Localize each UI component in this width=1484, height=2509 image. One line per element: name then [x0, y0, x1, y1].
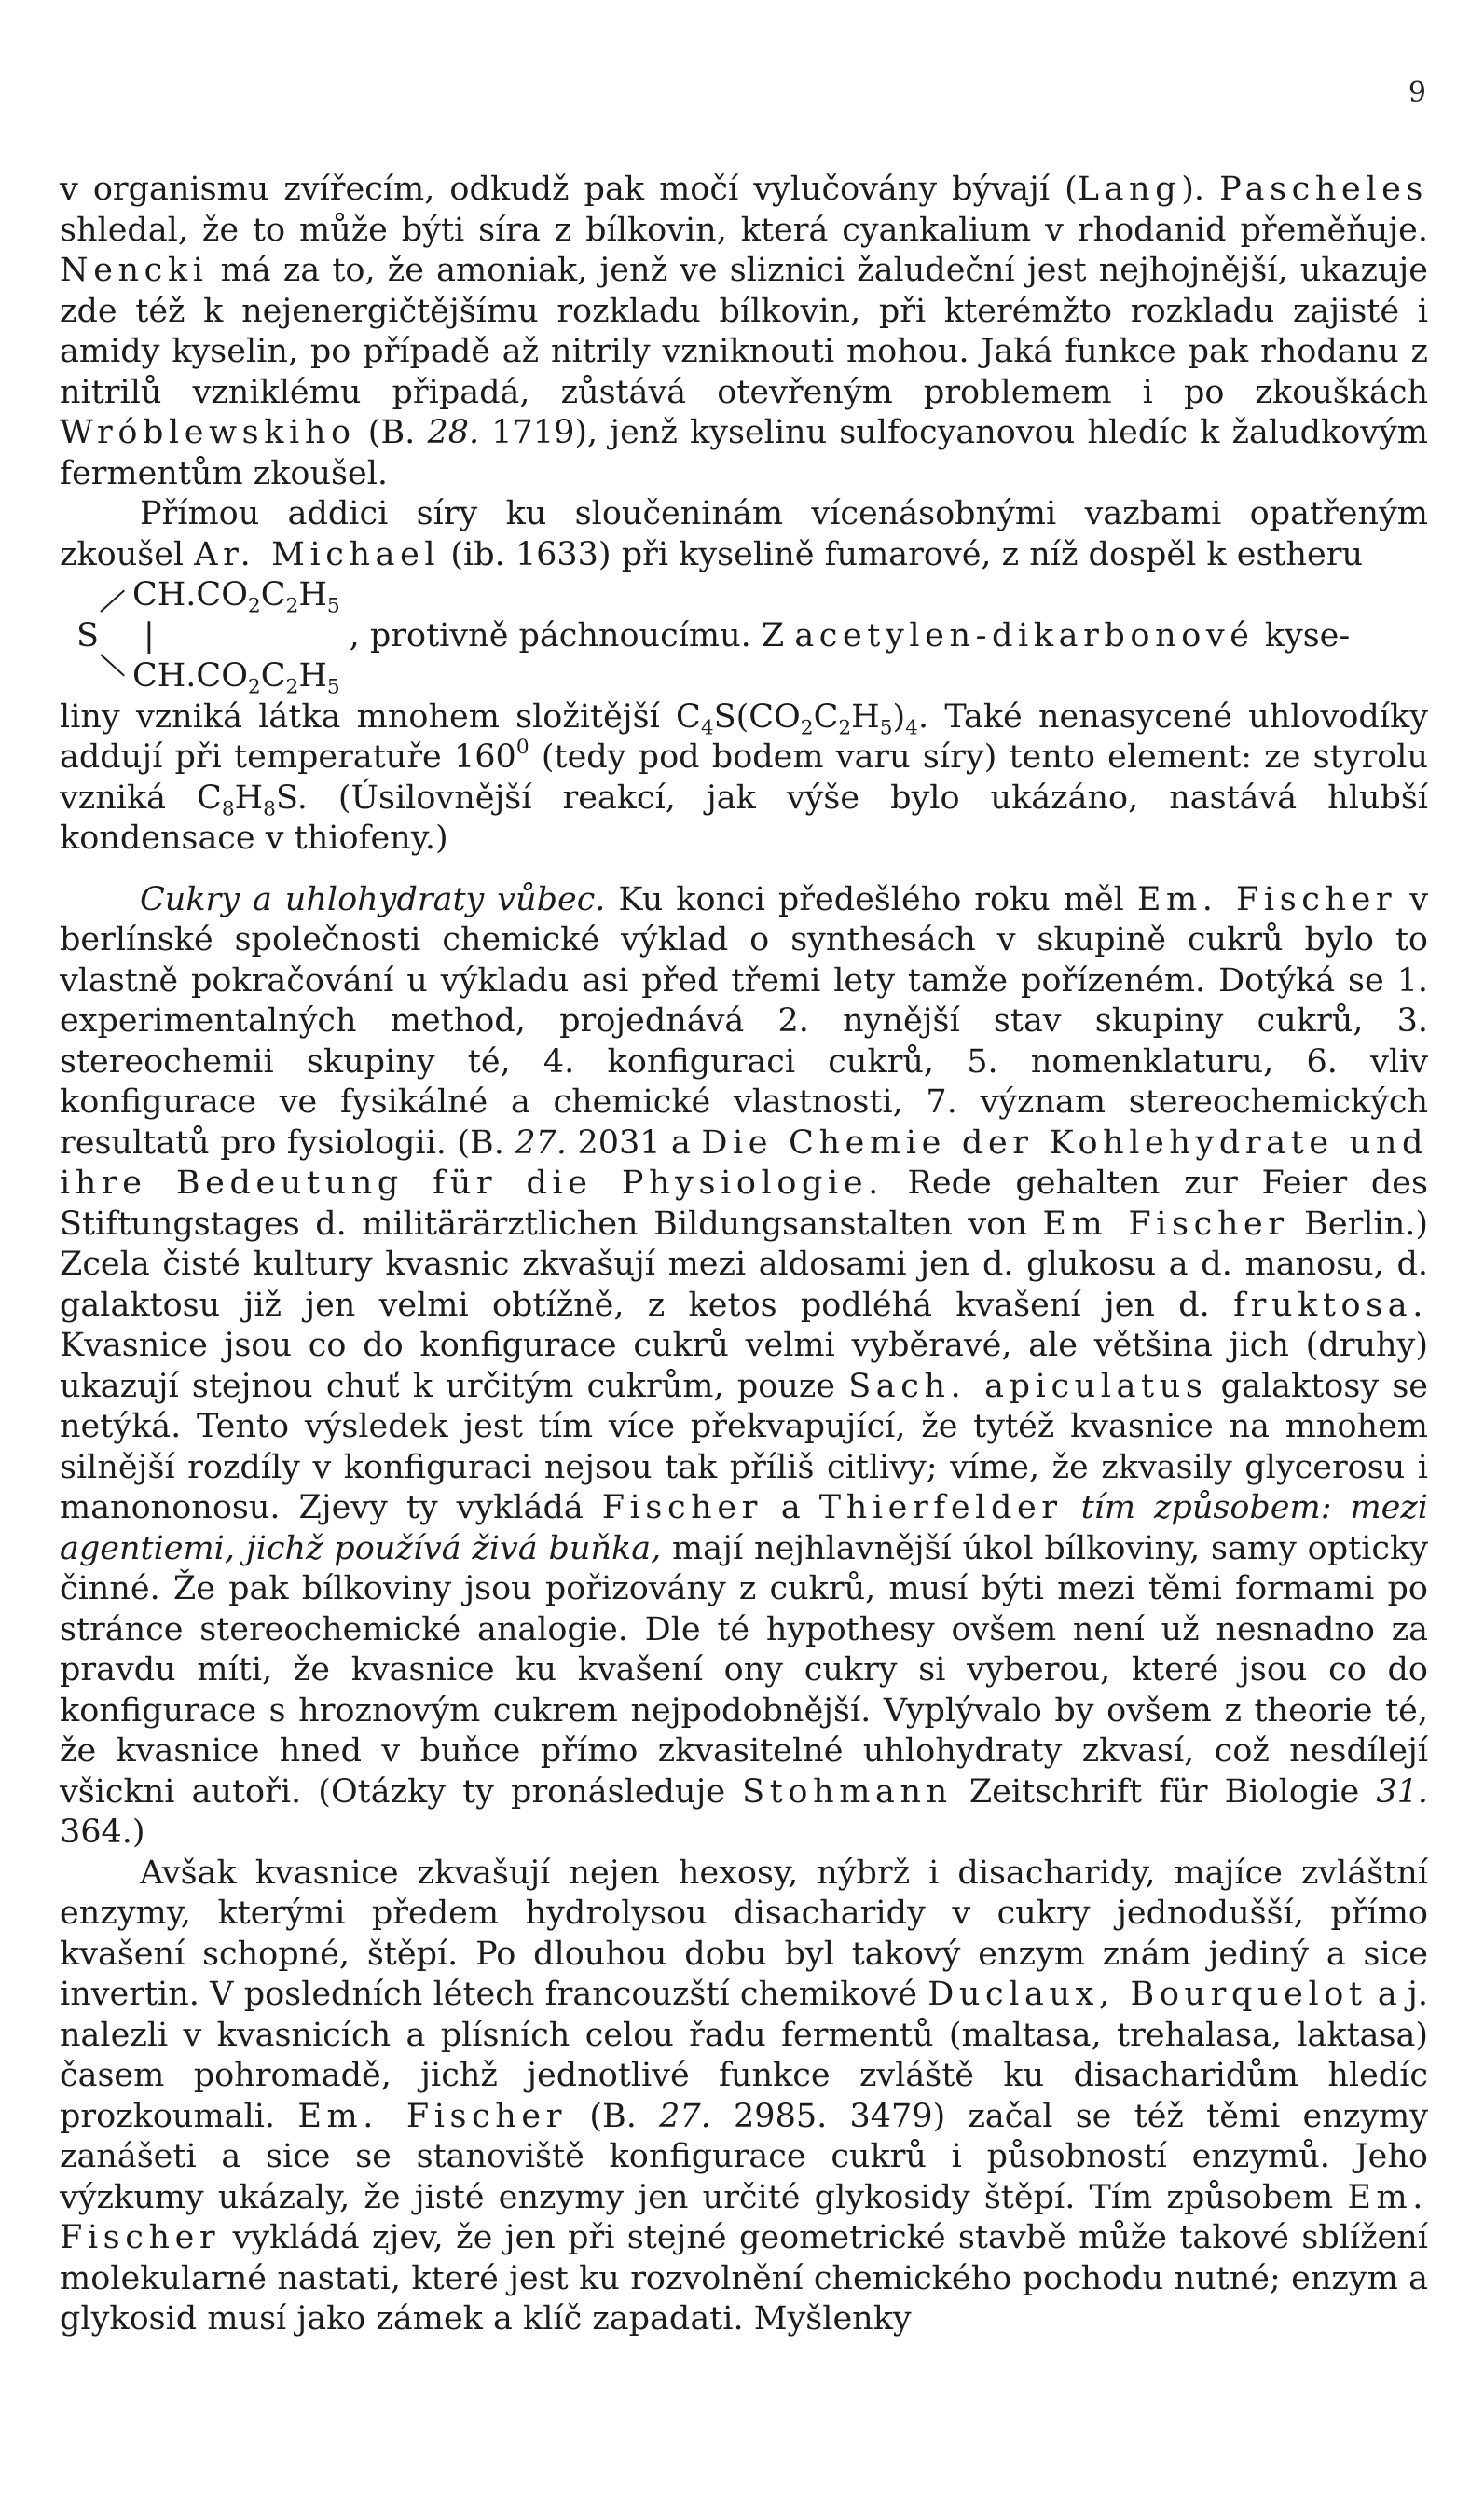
subscript: 2 [800, 716, 814, 740]
author-name: Em. Fischer [60, 2178, 1428, 2256]
text: (ib. 1633) při kyselině fumarové, z níž dospěl k estheru [440, 535, 1364, 573]
author-name: Stohmann [742, 1772, 953, 1811]
formula-top-group [125, 575, 340, 616]
text: H [234, 779, 264, 817]
sulfur-atom: S [76, 616, 99, 655]
author-name: Wróblewskiho [60, 414, 356, 451]
text: mají nejhlavnější úkol bílkoviny, samy opticky činné. Že pak bílkoviny jsou pořizovány z cukrů, musí býti mezi těmi formami po stránce stereochemické analogie. Dle té hypothesy ovšem není už nesnadno za pravdu míti, že kvasnice ku kvašení ony cukry si vyberou, které jsou co do konfigurace s hroznovým cukrem nejpodobnější. Vyplývalo by ovšem z theorie té, že kvasnice hned v buňce přímo zkvasitelné uhlohydraty zkvasí, což nesdílejí všickni autoři. (Otázky ty pronásleduje [60, 1529, 1428, 1811]
text: kyse- [1254, 616, 1351, 655]
text: ). [1181, 171, 1220, 208]
paragraph-3 [60, 880, 1428, 1854]
author-name: Em. Fischer [1136, 880, 1397, 918]
text: a j. nalezli v kvasnicích a plísních celou řadu fermentů (maltasa, trehalasa, laktasa) časem pohromadě, jichž jednotlivé funkce zvláště ku disacharidům hledíc prozkoumali. [60, 1976, 1428, 2135]
volume-number: 31. [1376, 1772, 1428, 1811]
text: (tedy pod bodem varu síry) tento element: ze styrolu vzniká C [60, 738, 1428, 817]
work-title: Die Chemie der Kohlehydrate und ihre Bedeutung für die Physiologie. [60, 1124, 1428, 1202]
bond-line-up [100, 589, 125, 612]
author-name: Duclaux, Bourquelot [928, 1976, 1367, 2013]
formula-bottom-group [125, 656, 340, 697]
paragraph-4 [60, 1854, 1428, 2340]
text: Kvasnice jsou co do konfigurace cukrů velmi vyběravé, ale většina jich (druhy) ukazují stejnou chuť k určitým cukrům, pouze [60, 1327, 1428, 1405]
subscript: 4 [700, 716, 714, 740]
subscript: 2 [247, 675, 261, 699]
text: S. (Úsilovnější reakcí, jak výše bylo ukázáno, nastává hlubší kondensace v thiofeny.) [60, 779, 1429, 857]
volume-number: 27. [659, 2097, 711, 2135]
text: Přímou addici síry ku sloučeninám vícenásobnými vazbami opatřeným zkoušel [60, 495, 1428, 573]
formula-trailing-text [340, 616, 1428, 657]
paragraph-1 [60, 170, 1428, 494]
text: 364.) [60, 1813, 145, 1851]
subscript: 8 [221, 797, 235, 821]
volume-number: 28. [427, 414, 480, 451]
paragraph-2-continued [60, 697, 1428, 860]
text: Avšak kvasnice zkvašují nejen hexosy, nýbrž i disacharidy, majíce zvláštní enzymy, kterými předem hydrolysou disacharidy v cukry jednodušší, přímo kvašení schopné, štěpí. Po dlouhou dobu byl takový enzym znám jediný a sice invertin. V posledních létech francouzští chemikové [60, 1854, 1428, 2013]
author-name: Thierfelder [818, 1489, 1063, 1526]
page-number: 9 [1408, 76, 1426, 109]
text: H [851, 697, 880, 736]
text: , protivně páchnoucímu. Z [349, 616, 795, 655]
body-text [60, 170, 1428, 2340]
text: CH.CO [132, 576, 248, 613]
author-name: Lang [1077, 171, 1182, 208]
compound-name: acetylen-dikarbonové [794, 616, 1255, 655]
text: Rede gehalten zur Feier des Stiftungstages d. militärärztlichen Bildungsanstalten von [60, 1165, 1428, 1243]
subscript: 2 [247, 594, 261, 618]
formula-sulfur [60, 616, 125, 657]
text: Zeitschrift für Biologie [952, 1772, 1377, 1811]
text: C [260, 576, 286, 613]
subscript: 2 [285, 594, 299, 618]
text: S(CO [713, 697, 801, 736]
subscript: 4 [905, 716, 918, 740]
text: 2031 a [567, 1124, 702, 1162]
text: ) [892, 697, 906, 736]
text: 1719), jenž kyselinu sulfocyanovou hledíc k žaludkovým fermentům zkoušel. [60, 414, 1428, 492]
formula-bond: | [144, 616, 155, 655]
author-name: Pascheles [1219, 171, 1428, 208]
author-name: Fischer [601, 1489, 763, 1526]
text: a [762, 1489, 819, 1526]
organism-name: Sach. apiculatus [848, 1367, 1208, 1405]
text: H [298, 576, 327, 613]
text: C [260, 657, 286, 695]
text: shledal, že to může býti síra z bílkovin, která cyankalium v rhodanid přeměňuje. [60, 211, 1428, 249]
text: . Také nenasycené uhlovodíky addují při temperatuře 160 [60, 697, 1428, 776]
chemical-formula [60, 575, 1428, 697]
subscript: 5 [326, 594, 340, 618]
author-name: Nencki [60, 252, 209, 289]
text: liny vzniká látka mnohem složitější C [60, 697, 701, 736]
text: (B. [567, 2097, 660, 2135]
volume-number: 27. [515, 1124, 568, 1162]
subscript: 5 [879, 716, 893, 740]
paragraph-2 [60, 494, 1428, 575]
text: vykládá zjev, že jen při stejné geometrické stavbě může takové sblížení molekularné nastati, které jest ku rozvolnění chemického pochodu nutné; enzym a glykosid musí jako zámek a klíč zapadati. Myšlenky [60, 2219, 1428, 2337]
text: v organismu zvířecím, odkudž pak močí vylučovány bývají ( [60, 171, 1078, 208]
superscript: 0 [515, 735, 529, 759]
author-name: Ar. Michael [194, 535, 441, 573]
text: C [813, 697, 839, 736]
subscript: 2 [838, 716, 852, 740]
text: (B. [355, 414, 428, 451]
bond-line-down [100, 654, 125, 676]
sugar-name: fruktosa. [1233, 1286, 1428, 1324]
section-heading: Cukry a uhlohydraty vůbec. [140, 880, 606, 918]
italic-text: tím způsobem: mezi agentiemi, jichž používá živá buňka, [60, 1489, 1428, 1567]
text: Ku konci předešlého roku měl [605, 880, 1137, 918]
text: galaktosy se netýká. Tento výsledek jest tím více překvapující, že tytéž kvasnice na mnohem silnější rozdíly v konfiguraci nejsou tak příliš citlivy; víme, že zkvasily glycerosu i manononosu. Zjevy ty vykládá [60, 1367, 1429, 1526]
text: 2985. 3479) začal se též těmi enzymy zanášeti a sice se stanoviště konfigurace cukrů i působností enzymů. Jeho výzkumy ukázaly, že jisté enzymy jen určité glykosidy štěpí. Tím způsobem [60, 2097, 1428, 2216]
subscript: 2 [285, 675, 299, 699]
subscript: 8 [263, 797, 276, 821]
subscript: 5 [326, 675, 340, 699]
author-name: Em Fischer [1042, 1205, 1289, 1243]
text: CH.CO [132, 657, 248, 695]
text: má za to, že amoniak, jenž ve sliznici žaludeční jest nejhojnější, ukazuje zde též k nejenergičtějšímu rozkladu bílkovin, při kterémžto rozkladu zajisté i amidy kyselin, po případě až nitrily vzniknouti mohou. Jaká funkce pak rhodanu z nitrilů vzniklému připadá, zůstává otevřeným problemem i po zkouškách [60, 252, 1428, 411]
text: Berlin.) Zcela čisté kultury kvasnic zkvašují mezi aldosami jen d. glukosu a d. manosu, d. galaktosu již jen velmi obtížně, z ketos podléhá kvašení jen d. [60, 1205, 1429, 1324]
text: H [298, 657, 327, 695]
text: v berlínské společnosti chemické výklad o synthesách v skupině cukrů bylo to vlastně pokračování u výkladu asi před třemi lety tamže pořízeném. Dotýká se 1. experimentalných method, projednává 2. nynější stav skupiny cukrů, 3. stereochemii skupiny té, 4. konfiguraci cukrů, 5. nomenklaturu, 6. vliv konfigurace ve fysikálné a chemické vlastnosti, 7. význam stereochemických resultatů pro fysiologii. (B. [60, 880, 1428, 1162]
author-name: Em. Fischer [297, 2097, 568, 2135]
